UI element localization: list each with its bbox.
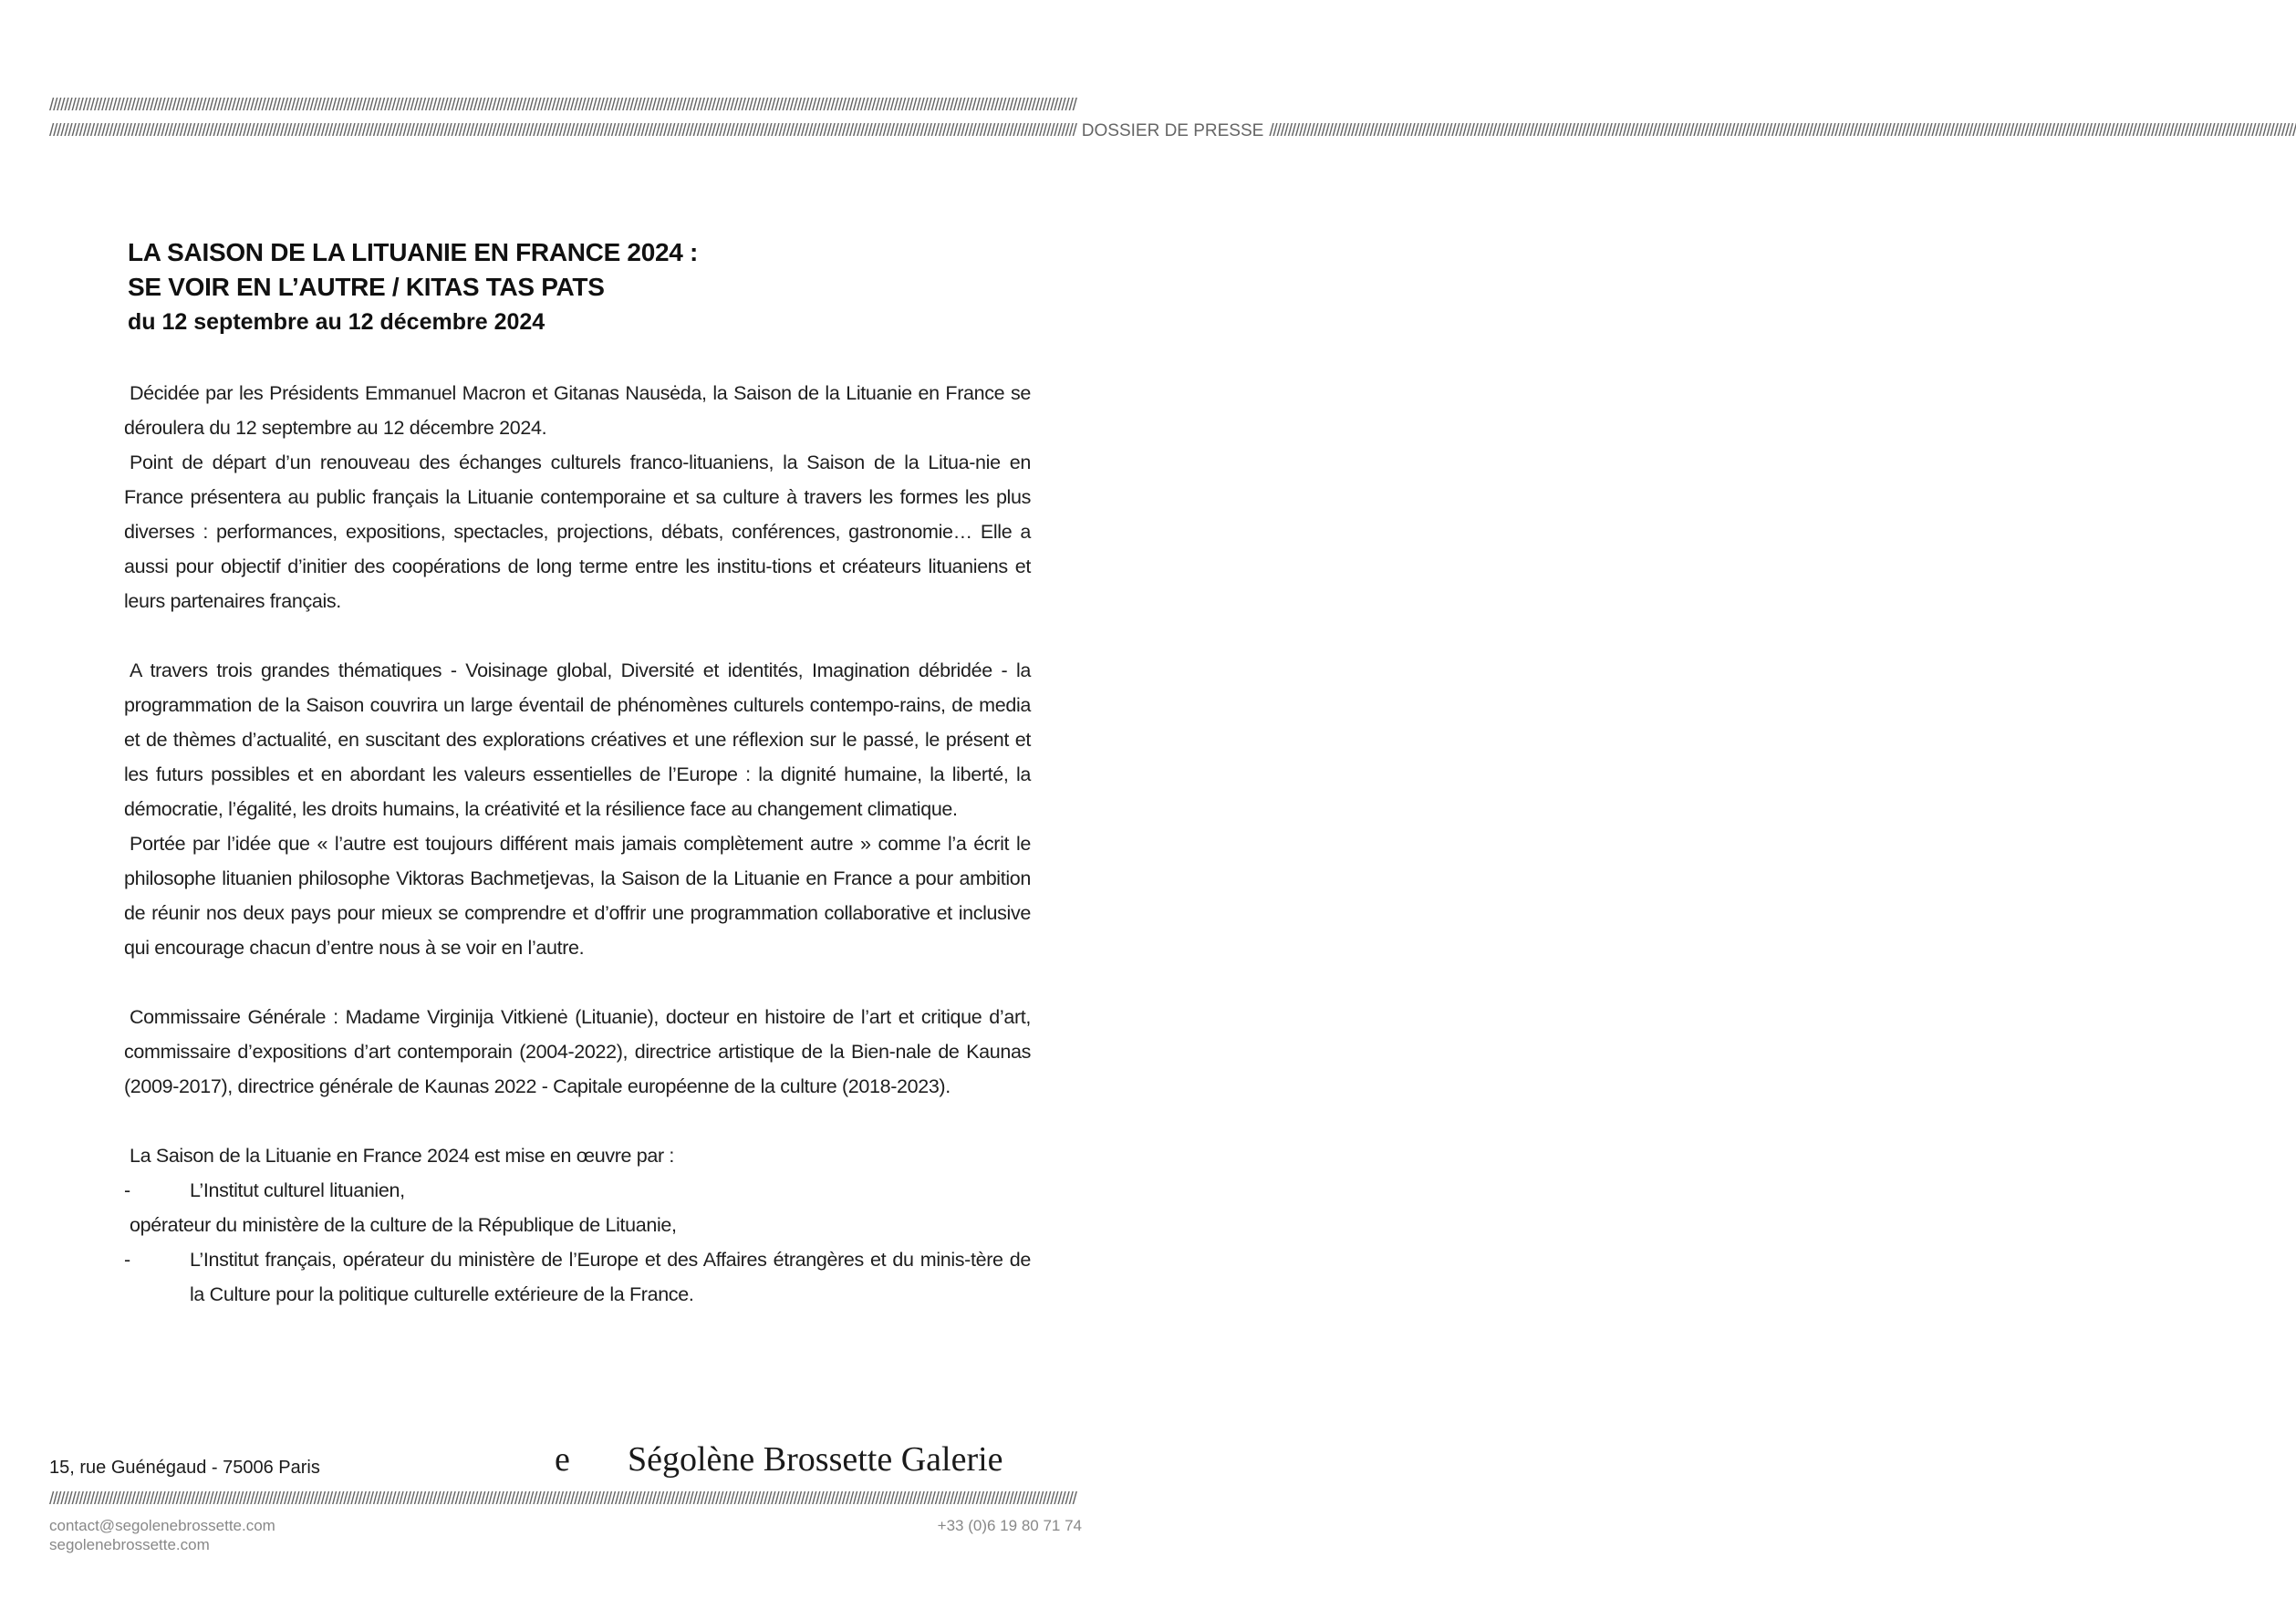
list-item [124,1242,1031,1312]
gallery-logo-fragment: e [555,1440,570,1479]
list-item-continuation: opérateur du ministère de la culture de la République de Lituanie, [130,1214,677,1236]
header-slash-left: //////////////////////////////////////////////////////////////////////////////////////////////////////////////////////////////////////////////////////////////////////////////////////////////////////////////////////////////////////////////////////////////////////////////////// [49,121,1076,140]
list-dash: - [124,1179,130,1201]
body-text [124,376,1031,1312]
header-slash-divider: //////////////////////////////////////////////////////////////////////////////////////////////////////////////////////////////////////////////////////////////////////////////////////////////////////////////////////////////////////////////////////////////////////////////////// [49,96,1076,115]
paragraph-ambition: Portée par l’idée que « l’autre est toujours différent mais jamais complètement autre » comme l’a écrit le philosophe lituanien philosophe Viktoras Bachmetjevas, la Saison de la Lituanie en France a pour ambition de réunir nos deux pays pour mieux se comprendre et d’offrir une programmation collaborative et inclusive qui encourage chacun d’entre nous à se voir en l’autre. [124,833,1031,959]
footer-slash-divider: //////////////////////////////////////////////////////////////////////////////////////////////////////////////////////////////////////////////////////////////////////////////////////////////////////////////////////////////////////////////////////////////////////////////////// [49,1490,1076,1509]
list-item-text: L’Institut français, opérateur du ministère de l’Europe et des Affaires étrangères et du minis-tère de la Culture pour la politique culturelle extérieure de la France. [190,1249,1031,1305]
gallery-logo [555,1434,1082,1485]
header-slash-right: //////////////////////////////////////////////////////////////////////////////////////////////////////////////////////////////////////////////////////////////////////////////////////////////////////////////////////////////////////////////////////////////////////////////////// [1269,121,2296,140]
paragraph-commissioner: Commissaire Générale : Madame Virginija Vitkienė (Lituanie), docteur en histoire de l’art et critique d’art, commissaire d’expositions d’art contemporain (2004-2022), directrice artistique de la Bien-nale de Kaunas (2009-2017), directrice générale de Kaunas 2022 - Capitale européenne de la culture (2018-2023). [124,1006,1031,1097]
contact-email-link[interactable]: contact@segolenebrossette.com [49,1517,275,1534]
document-type-label: DOSSIER DE PRESSE [1081,121,1264,140]
paragraph-intro: Décidée par les Présidents Emmanuel Macron et Gitanas Nausėda, la Saison de la Lituanie en France se déroulera du 12 septembre au 12 décembre 2024. [124,382,1031,439]
list-item [124,1173,1031,1208]
list-item-text: L’Institut culturel lituanien, [190,1179,405,1201]
paragraph-overview: Point de départ d’un renouveau des échanges culturels franco-lituaniens, la Saison de la Litua-nie en France présentera au public français la Lituanie contemporaine et sa culture à travers les formes les plus diverses : performances, expositions, spectacles, projections, débats, conférences, gastronomie… Elle a aussi pour objectif d’initier des coopérations de long terme entre les institu-tions et créateurs lituaniens et leurs partenaires français. [124,452,1031,612]
event-dates: du 12 septembre au 12 décembre 2024 [128,309,545,335]
paragraph-themes: A travers trois grandes thématiques - Voisinage global, Diversité et identités, Imagination débridée - la programmation de la Saison couvrira un large éventail de phénomènes culturels contempo-rains, de media et de thèmes d’actualité, en suscitant des explorations créatives et une réflexion sur le passé, le présent et les futurs possibles et en abordant les valeurs essentielles de l’Europe : la dignité humaine, la liberté, la démocratie, l’égalité, les droits humains, la créativité et la résilience face au changement climatique. [124,659,1031,820]
title-block [128,235,1022,339]
page-title-line1: LA SAISON DE LA LITUANIE EN FRANCE 2024 : [128,238,699,266]
gallery-logo-name: Ségolène Brossette Galerie [628,1440,1003,1479]
phone-number: +33 (0)6 19 80 71 74 [937,1517,1082,1534]
paragraph-operators-intro: La Saison de la Lituanie en France 2024 est mise en œuvre par : [130,1145,675,1167]
website-link[interactable]: segolenebrossette.com [49,1536,210,1553]
page-title-line2: SE VOIR EN L’AUTRE / KITAS TAS PATS [128,273,605,301]
header-label-row [49,120,2296,142]
footer-address: 15, rue Guénégaud - 75006 Paris [49,1458,320,1478]
list-dash: - [124,1249,130,1271]
